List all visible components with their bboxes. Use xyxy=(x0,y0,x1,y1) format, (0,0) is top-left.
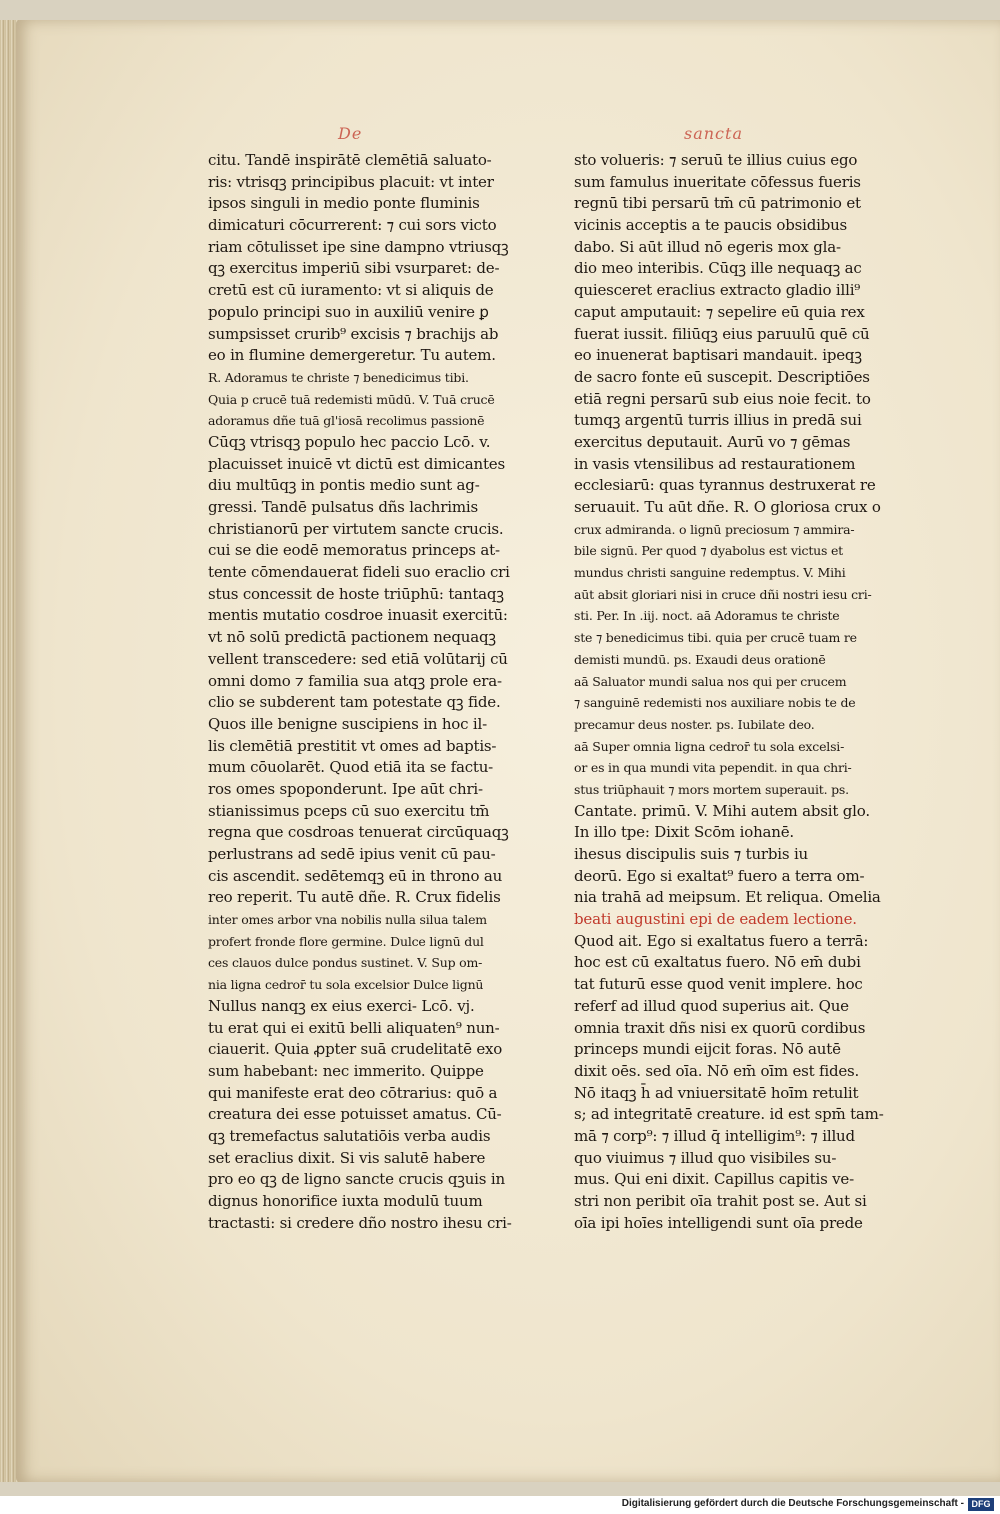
text-line: mum cōuolarēt. Quod etiā ita se factu- xyxy=(208,758,494,777)
text-line: Nō itaqꝫ h̄ ad vniuersitatē hoīm retulit xyxy=(574,1083,859,1102)
text-line: dio meo interibis. Cūqꝫ ille nequaqꝫ ac xyxy=(574,259,862,278)
text-line: ste ⁊ benedicimus tibi. quia per crucē tuam re xyxy=(574,630,857,646)
text-line: bile signū. Per quod ⁊ dyabolus est victus et xyxy=(574,543,843,559)
text-line: cui se die eodē memoratus princeps at- xyxy=(208,541,500,560)
text-line: mentis mutatio cosdroe inuasit exercitū: xyxy=(208,606,508,625)
text-line: omnia traxit dñs nisi ex quorū cordibus xyxy=(574,1018,866,1037)
text-line: ciauerit. Quia ꝓpter suā crudelitatē exo xyxy=(208,1040,503,1059)
text-line: etiā regni persarū sub eius noie fecit. to xyxy=(574,389,871,408)
text-line: qꝫ tremefactus salutatiōis verba audis xyxy=(208,1126,491,1145)
text-line: cis ascendit. sedētemqꝫ eū in throno au xyxy=(208,866,503,885)
text-line: profert fronde flore germine. Dulce lignū dul xyxy=(208,933,484,949)
text-line: seruauit. Tu aūt dñe. R. O gloriosa crux o xyxy=(574,498,881,516)
text-line: stus triūphauit ⁊ mors mortem superauit. ps. xyxy=(574,781,849,797)
text-line: regnū tibi persarū tm̄ cū patrimonio et xyxy=(574,194,861,213)
text-line: demisti mundū. ps. Exaudi deus orationē xyxy=(574,651,826,667)
text-line: inter omes arbor vna nobilis nulla silua talem xyxy=(208,912,487,928)
text-line: sumpsisset crurib⁹ excisis ⁊ brachijs ab xyxy=(208,324,499,343)
text-line: deorū. Ego si exaltat⁹ fuero a terra om- xyxy=(574,866,865,885)
text-line: Cūqꝫ vtrisqꝫ populo hec paccio Lcō. v. xyxy=(208,432,491,451)
text-line: tractasti: si credere dño nostro ihesu cri- xyxy=(208,1213,512,1232)
text-line: sti. Per. In .iij. noct. aā Adoramus te christe xyxy=(574,608,840,624)
text-line: in vasis vtensilibus ad restaurationem xyxy=(574,454,856,473)
text-line: ecclesiarū: quas tyrannus destruxerat re xyxy=(574,476,876,495)
left-text-column xyxy=(208,150,556,1234)
text-line: mā ⁊ corp⁹: ⁊ illud q̄ intelligim⁹: ⁊ illud xyxy=(574,1126,855,1145)
text-line: Quos ille benigne suscipiens in hoc il- xyxy=(208,714,487,733)
text-line: ces clauos dulce pondus sustinet. V. Sup om- xyxy=(208,955,483,971)
text-line: diu multūqꝫ in pontis medio sunt ag- xyxy=(208,476,480,495)
text-line: crux admiranda. o lignū preciosum ⁊ ammira- xyxy=(574,521,855,537)
text-line: stri non peribit oīa trahit post se. Aut si xyxy=(574,1192,867,1210)
footer-bar xyxy=(0,1496,1000,1514)
text-line: ihesus discipulis suis ⁊ turbis iu xyxy=(574,845,809,863)
text-line: Cantate. primū. V. Mihi autem absit glo. xyxy=(574,801,870,820)
text-line: citu. Tandē inspirātē clemētiā saluato- xyxy=(208,151,492,169)
text-line: creatura dei esse potuisset amatus. Cū- xyxy=(208,1105,502,1124)
text-line: Quod ait. Ego si exaltatus fuero a terrā: xyxy=(574,931,869,950)
text-line: dixit oēs. sed oīa. Nō em̄ oīm est fides. xyxy=(574,1061,860,1080)
text-line: dimicaturi cōcurrerent: ⁊ cui sors victo xyxy=(208,216,497,235)
funding-credit: Digitalisierung gefördert durch die Deutsche Forschungsgemeinschaft - xyxy=(621,1498,964,1509)
right-text-column xyxy=(574,150,922,1234)
text-line: christianorū per virtutem sancte crucis. xyxy=(208,519,504,538)
text-line: vellent transcedere: sed etiā volūtarij cū xyxy=(208,649,508,668)
text-line: mus. Qui eni dixit. Capillus capitis ve- xyxy=(574,1170,854,1189)
rubric-line: beati augustini epi de eadem lectione. xyxy=(574,910,857,929)
text-line: aūt absit gloriari nisi in cruce dñi nostri iesu cri- xyxy=(574,586,872,602)
text-line: tu erat qui ei exitū belli aliquaten⁹ nun- xyxy=(208,1018,500,1037)
text-line: dignus honorifice iuxta modulū tuum xyxy=(208,1192,483,1210)
text-line: set eraclius dixit. Si vis salutē habere xyxy=(208,1148,486,1167)
text-line: perlustrans ad sedē ipius venit cū pau- xyxy=(208,845,496,863)
text-line: stus concessit de hoste triūphū: tantaqꝫ xyxy=(208,584,504,603)
text-line: reo reperit. Tu autē dñe. R. Crux fidelis xyxy=(208,888,501,907)
text-line: omni domo ⁊ familia sua atqꝫ prole era- xyxy=(208,671,502,690)
dfg-logo: DFG xyxy=(968,1498,994,1511)
text-line: sum habebant: nec immerito. Quippe xyxy=(208,1061,484,1080)
text-line: nia trahā ad meipsum. Et reliqua. Omelia xyxy=(574,888,881,907)
text-line: hoc est cū exaltatus fuero. Nō em̄ dubi xyxy=(574,953,861,972)
text-line: Quia p crucē tuā redemisti mūdū. V. Tuā crucē xyxy=(208,391,495,407)
text-line: gressi. Tandē pulsatus dñs lachrimis xyxy=(208,498,478,516)
text-line: sum famulus inueritate cōfessus fueris xyxy=(574,172,861,191)
text-line: qꝫ exercitus imperiū sibi vsurparet: de- xyxy=(208,259,500,278)
text-line: placuisset inuicē vt dictū est dimicantes xyxy=(208,454,505,473)
text-line: vt nō solū predictā pactionem nequaqꝫ xyxy=(208,628,496,647)
text-line: sto volueris: ⁊ seruū te illius cuius ego xyxy=(574,151,858,169)
text-line: de sacro fonte eū suscepit. Descriptiōes xyxy=(574,367,870,386)
text-line: nia ligna cedror̄ tu sola excelsior Dulce lignū xyxy=(208,977,484,993)
text-line: princeps mundi eijcit foras. Nō autē xyxy=(574,1040,841,1059)
text-line: aā Super omnia ligna cedror̄ tu sola excelsi- xyxy=(574,738,845,754)
text-line: regna que cosdroas tenuerat circūquaqꝫ xyxy=(208,823,509,842)
text-line: riam cōtulisset ipe sine dampno vtriusqꝫ xyxy=(208,237,509,256)
running-head-left: De xyxy=(338,124,363,143)
running-head-right: sancta xyxy=(684,124,743,143)
text-line: qui manifeste erat deo cōtrarius: quō a xyxy=(208,1083,498,1102)
text-line: tente cōmendauerat fideli suo eraclio cri xyxy=(208,563,510,582)
text-line: aā Saluator mundi salua nos qui per crucem xyxy=(574,673,847,689)
text-line: precamur deus noster. ps. Iubilate deo. xyxy=(574,716,815,732)
text-line: tumqꝫ argentū turris illius in predā sui xyxy=(574,411,862,430)
text-line: mundus christi sanguine redemptus. V. Mihi xyxy=(574,565,846,581)
text-line: vicinis acceptis a te paucis obsidibus xyxy=(574,216,848,235)
text-line: dabo. Si aūt illud nō egeris mox gla- xyxy=(574,237,841,256)
text-line: ros omes spoponderunt. Ipe aūt chri- xyxy=(208,779,483,798)
text-line: oīa ipi hoīes intelligendi sunt oīa prede xyxy=(574,1213,863,1232)
text-line: caput amputauit: ⁊ sepelire eū quia rex xyxy=(574,302,865,321)
text-line: or es in qua mundi vita pependit. in qua chri- xyxy=(574,760,852,776)
text-line: stianissimus pceps cū suo exercitu tm̄ xyxy=(208,801,490,820)
text-line: In illo tpe: Dixit Scōm iohanē. xyxy=(574,823,794,842)
text-line: ris: vtrisqꝫ principibus placuit: vt inter xyxy=(208,172,494,191)
text-line: ⁊ sanguinē redemisti nos auxiliare nobis te de xyxy=(574,695,856,711)
text-line: populo principi suo in auxiliū venire ꝑ xyxy=(208,302,489,321)
text-line: cretū est cū iuramento: vt si aliquis de xyxy=(208,281,494,300)
text-line: s; ad integritatē creature. id est spm̄ tam- xyxy=(574,1105,884,1124)
text-line: eo inuenerat baptisari mandauit. ipeqꝫ xyxy=(574,346,862,365)
text-line: fuerat iussit. filiūqꝫ eius paruulū quē cū xyxy=(574,324,870,343)
text-line: referf ad illud quod superius ait. Que xyxy=(574,996,849,1015)
text-line: adoramus dñe tuā gl'iosā recolimus passionē xyxy=(208,413,485,429)
text-line: lis clemētiā prestitit vt omes ad baptis- xyxy=(208,736,497,755)
text-line: eo in flumine demergeretur. Tu autem. xyxy=(208,346,496,365)
text-line: quo viuimus ⁊ illud quo visibiles su- xyxy=(574,1148,837,1167)
text-line: pro eo qꝫ de ligno sancte crucis qꝫuis in xyxy=(208,1170,505,1189)
text-line: tat futurū esse quod venit implere. hoc xyxy=(574,975,863,994)
text-line: quiesceret eraclius extracto gladio illi⁹ xyxy=(574,281,861,300)
text-line: clio se subderent tam potestate qꝫ fide. xyxy=(208,693,501,712)
text-line: Nullus nanqꝫ ex eius exerci- Lcō. vj. xyxy=(208,996,475,1015)
text-line: ipsos singuli in medio ponte fluminis xyxy=(208,194,480,213)
rubric-line: R. Adoramus te christe ⁊ benedicimus tibi. xyxy=(208,369,469,385)
text-line: exercitus deputauit. Aurū vo ⁊ gēmas xyxy=(574,432,851,451)
